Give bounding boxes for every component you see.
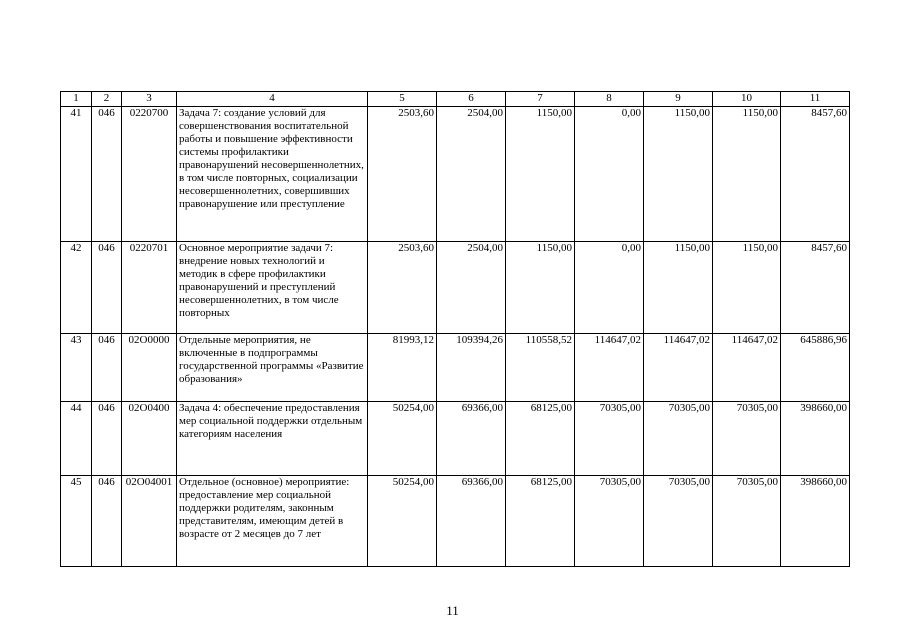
row-number: 44 [61, 402, 92, 476]
total-cell: 8457,60 [781, 107, 850, 242]
item-name: Задача 4: обеспечение предоставления мер социальной поддержки отдельным категориям населения [177, 402, 368, 476]
item-name: Основное мероприятие задачи 7: внедрение новых технологий и методик в сфере профилактики правонарушений и преступлений несовершеннолетних, в том числе повторных [177, 242, 368, 334]
row-number: 41 [61, 107, 92, 242]
total-cell: 645886,96 [781, 334, 850, 402]
value-cell: 2503,60 [368, 242, 437, 334]
value-cell: 68125,00 [506, 476, 575, 567]
row-number: 43 [61, 334, 92, 402]
value-cell: 70305,00 [644, 476, 713, 567]
classification-code: 0220701 [122, 242, 177, 334]
column-header: 9 [644, 92, 713, 107]
classification-code: 02О0400 [122, 402, 177, 476]
column-header: 7 [506, 92, 575, 107]
total-cell: 398660,00 [781, 476, 850, 567]
value-cell: 110558,52 [506, 334, 575, 402]
table-row [61, 476, 850, 567]
table-row [61, 402, 850, 476]
budget-table [60, 91, 850, 567]
value-cell: 68125,00 [506, 402, 575, 476]
column-header: 5 [368, 92, 437, 107]
grbs-code: 046 [92, 107, 122, 242]
item-name: Задача 7: создание условий для совершенствования воспитательной работы и повышение эффективности системы профилактики правонарушений несовершеннолетних, в том числе повторных, социализации несовершеннолетних, совершивших правонарушение или преступление [177, 107, 368, 242]
grbs-code: 046 [92, 242, 122, 334]
value-cell: 114647,02 [575, 334, 644, 402]
column-header: 10 [713, 92, 781, 107]
classification-code: 0220700 [122, 107, 177, 242]
row-number: 45 [61, 476, 92, 567]
table-row [61, 107, 850, 242]
value-cell: 81993,12 [368, 334, 437, 402]
header-row [61, 92, 850, 107]
table-row [61, 334, 850, 402]
total-cell: 8457,60 [781, 242, 850, 334]
grbs-code: 046 [92, 476, 122, 567]
value-cell: 70305,00 [644, 402, 713, 476]
column-header: 3 [122, 92, 177, 107]
value-cell: 1150,00 [713, 242, 781, 334]
value-cell: 2504,00 [437, 242, 506, 334]
value-cell: 70305,00 [713, 476, 781, 567]
classification-code: 02О0000 [122, 334, 177, 402]
column-header: 6 [437, 92, 506, 107]
item-name: Отдельные мероприятия, не включенные в подпрограммы государственной программы «Развитие образования» [177, 334, 368, 402]
page-number: 11 [446, 603, 459, 618]
value-cell: 70305,00 [575, 476, 644, 567]
value-cell: 70305,00 [575, 402, 644, 476]
value-cell: 0,00 [575, 242, 644, 334]
value-cell: 1150,00 [644, 242, 713, 334]
classification-code: 02О04001 [122, 476, 177, 567]
value-cell: 70305,00 [713, 402, 781, 476]
column-header: 11 [781, 92, 850, 107]
grbs-code: 046 [92, 402, 122, 476]
value-cell: 2503,60 [368, 107, 437, 242]
value-cell: 1150,00 [713, 107, 781, 242]
table-row [61, 242, 850, 334]
value-cell: 1150,00 [506, 242, 575, 334]
item-name: Отдельное (основное) мероприятие: предоставление мер социальной поддержки родителям, законным представителям, имеющим детей в возрасте от 2 месяцев до 7 лет [177, 476, 368, 567]
value-cell: 50254,00 [368, 476, 437, 567]
value-cell: 0,00 [575, 107, 644, 242]
grbs-code: 046 [92, 334, 122, 402]
value-cell: 69366,00 [437, 402, 506, 476]
value-cell: 2504,00 [437, 107, 506, 242]
value-cell: 109394,26 [437, 334, 506, 402]
column-header: 8 [575, 92, 644, 107]
column-header: 4 [177, 92, 368, 107]
column-header: 1 [61, 92, 92, 107]
value-cell: 1150,00 [644, 107, 713, 242]
row-number: 42 [61, 242, 92, 334]
total-cell: 398660,00 [781, 402, 850, 476]
value-cell: 50254,00 [368, 402, 437, 476]
value-cell: 69366,00 [437, 476, 506, 567]
value-cell: 1150,00 [506, 107, 575, 242]
value-cell: 114647,02 [713, 334, 781, 402]
value-cell: 114647,02 [644, 334, 713, 402]
column-header: 2 [92, 92, 122, 107]
